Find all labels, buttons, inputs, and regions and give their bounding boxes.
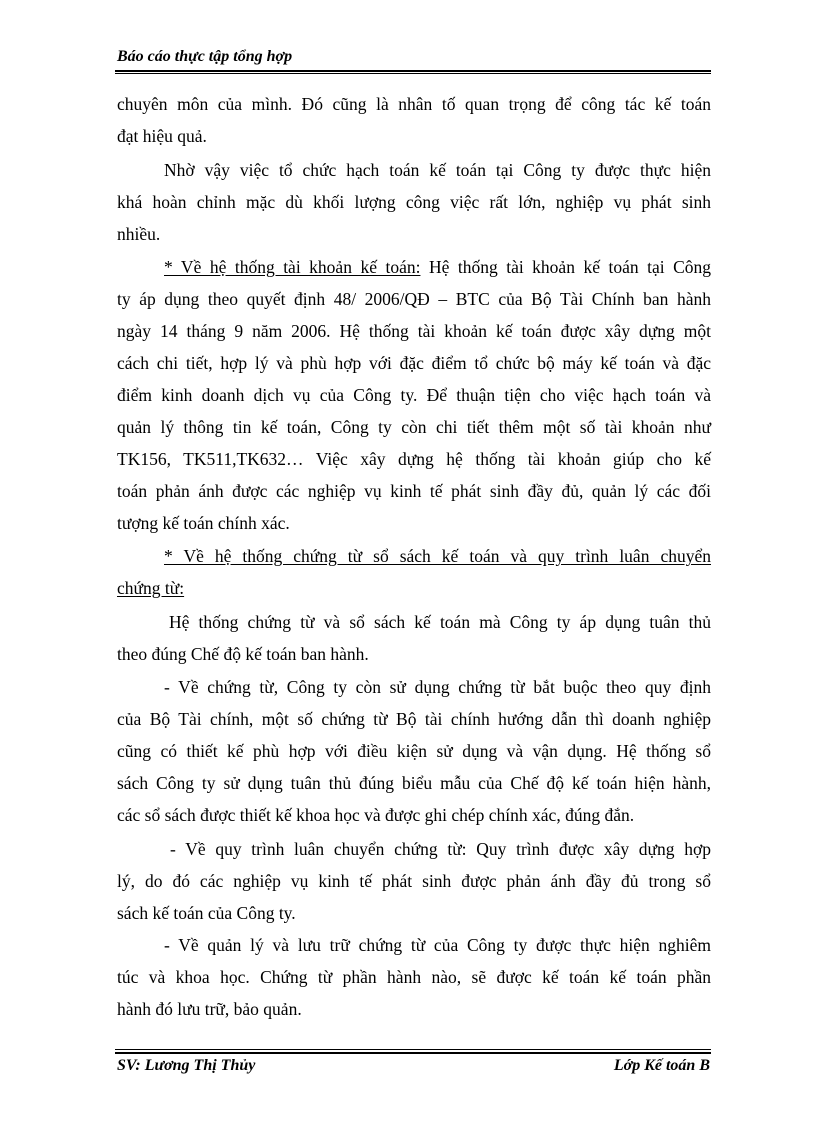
footer-class-name: Lớp Kế toán B <box>613 1057 710 1074</box>
body-line: tượng kế toán chính xác. <box>117 513 290 533</box>
body-line: toán phản ánh được các nghiệp vụ kinh tế phát sinh đầy đủ, quản lý các đối <box>117 481 711 501</box>
body-line: đạt hiệu quả. <box>117 126 207 146</box>
body-line: nhiều. <box>117 224 161 244</box>
body-line: Hệ thống chứng từ và sổ sách kế toán mà Công ty áp dụng tuân thủ <box>169 612 711 632</box>
body-line: lý, do đó các nghiệp vụ kinh tế phát sinh được phản ánh đầy đủ trong sổ <box>117 871 711 891</box>
body-line: chuyên môn của mình. Đó cũng là nhân tố quan trọng để công tác kế toán <box>117 94 711 114</box>
header-rule <box>115 70 711 72</box>
body-line: TK156, TK511,TK632… Việc xây dựng hệ thống tài khoản giúp cho kế <box>117 449 711 469</box>
body-line: của Bộ Tài chính, một số chứng từ Bộ tài chính hướng dẫn thì doanh nghiệp <box>117 709 711 729</box>
body-line: cách chi tiết, hợp lý và phù hợp với đặc điểm tổ chức bộ máy kế toán và đặc <box>117 353 711 373</box>
body-line: sách kế toán của Công ty. <box>117 903 296 923</box>
body-line: các sổ sách được thiết kế khoa học và được ghi chép chính xác, đúng đắn. <box>117 805 635 825</box>
accounts-section-heading: * Về hệ thống tài khoản kế toán: <box>164 257 421 277</box>
documents-section-heading-cont: chứng từ: <box>117 578 185 598</box>
body-line: điểm kinh doanh dịch vụ của Công ty. Để thuận tiện cho việc hạch toán và <box>117 385 711 405</box>
body-line: khá hoàn chỉnh mặc dù khối lượng công việc rất lớn, nghiệp vụ phát sinh <box>117 192 711 212</box>
accounts-section-line <box>164 259 711 277</box>
documents-section-heading: * Về hệ thống chứng từ sổ sách kế toán và quy trình luân chuyển <box>164 546 711 566</box>
footer-student-name: SV: Lương Thị Thủy <box>117 1057 256 1074</box>
footer-rule <box>115 1052 711 1054</box>
body-line: quản lý thông tin kế toán, Công ty còn chi tiết thêm một số tài khoản như <box>117 417 711 437</box>
body-line: hành đó lưu trữ, bảo quản. <box>117 999 302 1019</box>
accounts-section-text: Hệ thống tài khoản kế toán tại Công <box>420 257 711 277</box>
body-line: - Về quy trình luân chuyển chứng từ: Quy trình được xây dựng hợp <box>170 839 711 859</box>
body-line: - Về quản lý và lưu trữ chứng từ của Công ty được thực hiện nghiêm <box>164 935 711 955</box>
footer-rule-thin <box>115 1049 711 1050</box>
page-header-title: Báo cáo thực tập tổng hợp <box>117 48 293 65</box>
body-line: ty áp dụng theo quyết định 48/ 2006/QĐ – BTC của Bộ Tài Chính ban hành <box>117 289 711 309</box>
header-rule-thin <box>115 73 711 74</box>
body-line: cũng có thiết kế phù hợp với điều kiện sử dụng và vận dụng. Hệ thống sổ <box>117 741 711 761</box>
body-line: theo đúng Chế độ kế toán ban hành. <box>117 644 369 664</box>
body-line: Nhờ vậy việc tổ chức hạch toán kế toán tại Công ty được thực hiện <box>164 160 711 180</box>
body-line: - Về chứng từ, Công ty còn sử dụng chứng từ bắt buộc theo quy định <box>164 677 711 697</box>
body-line: ngày 14 tháng 9 năm 2006. Hệ thống tài khoản kế toán được xây dựng một <box>117 321 711 341</box>
body-line: túc và khoa học. Chứng từ phần hành nào, sẽ được kế toán kế toán phần <box>117 967 711 987</box>
body-line: sách Công ty sử dụng tuân thủ đúng biểu mẫu của Chế độ kế toán hiện hành, <box>117 773 711 793</box>
